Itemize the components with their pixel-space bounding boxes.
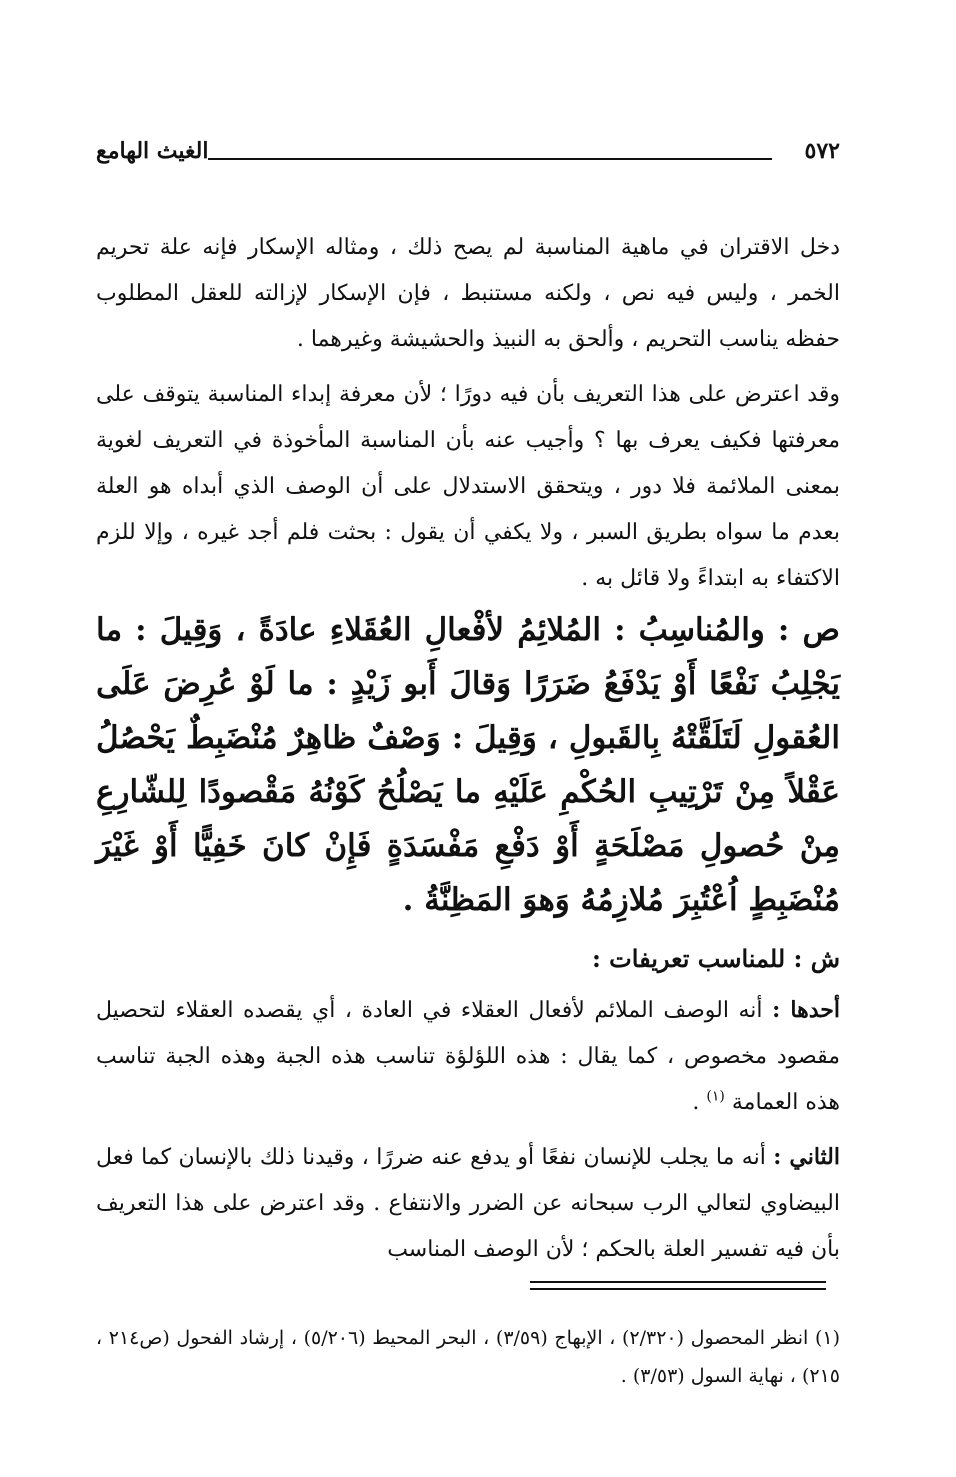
page-number: ٥٧٢: [804, 138, 840, 164]
definition-lead: الثاني :: [773, 1144, 840, 1170]
definition-paragraph: [96, 987, 840, 1126]
running-header: [96, 138, 840, 174]
book-title: الغيث الهامع: [96, 138, 209, 164]
sharh-paragraph: دخل الاقتران في ماهية المناسبة لم يصح ذلك ، ومثاله الإسكار فإنه علة تحريم الخمر ، وليس فيه نص ، ولكنه مستنبط ، فإن الإسكار لإزالته للعقل المطلوب حفظه يناسب التحريم ، وألحق به النبيذ والحشيشة وغيرهما .: [96, 235, 840, 352]
definition-text: أنه ما يجلب للإنسان نفعًا أو يدفع عنه ضررًا ، وقيدنا ذلك بالإنسان كما فعل البيضاوي لتعالي الرب سبحانه عن الضرر والانتفاع . وقد اعترض على هذا التعريف بأن فيه تفسير العلة بالحكم ؛ لأن الوصف المناسب: [96, 1145, 840, 1262]
definition-paragraph: [96, 1134, 840, 1273]
footnote-reference[interactable]: (١): [706, 1088, 725, 1105]
footnote: (١) انظر المحصول (٢/٣٢٠) ، الإبهاج (٣/٥٩) ، البحر المحيط (٥/٢٠٦) ، إرشاد الفحول (ص٢١٤ ، ٢١٥) ، نهاية السول (٣/٥٣) .: [96, 1327, 841, 1387]
definition-text: أنه الوصف الملائم لأفعال العقلاء في العادة ، أي يقصده العقلاء لتحصيل مقصود مخصوص ، كما يقال : هذه اللؤلؤة تناسب هذه الجبة وهذه الجبة تناسب هذه العمامة: [96, 998, 840, 1115]
sharh-paragraph: وقد اعترض على هذا التعريف بأن فيه دورًا ؛ لأن معرفة إبداء المناسبة يتوقف على معرفتها فكيف يعرف بها ؟ وأجيب عنه بأن المناسبة المأخوذة في التعريف لغوية بمعنى الملائمة فلا دور ، ويتحقق الاستدلال على أن الوصف الذي أبداه هو العلة بعدم ما سواه بطريق السبر ، ولا يكفي أن يقول : بحثت فلم أجد غيره ، وإلا للزم الاكتفاء به ابتداءً ولا قائل به .: [96, 382, 840, 591]
definition-end: .: [692, 1090, 700, 1115]
sharh-heading: ش : للمناسب تعريفات :: [591, 944, 840, 973]
definition-lead: أحدها :: [772, 997, 840, 1023]
matn-paragraph: ص : والمُناسِبُ : المُلائِمُ لأفْعالِ العُقَلاءِ عادَةً ، وَقِيلَ : ما يَجْلِبُ نَفْعًا أَوْ يَدْفَعُ ضَرَرًا وَقالَ أَبو زَيْدٍ : ما لَوْ عُرِضَ عَلَى العُقولِ لَتَلَقَّتْهُ بِالقَبولِ ، وَقِيلَ : وَصْفٌ ظاهِرٌ مُنْضَبِطٌ يَحْصُلُ عَقْلاً مِنْ تَرْتِيبِ الحُكْمِ عَلَيْهِ ما يَصْلُحُ كَوْنُهُ مَقْصودًا لِلشّارِعِ مِنْ حُصولِ مَصْلَحَةٍ أَوْ دَفْعِ مَفْسَدَةٍ فَإِنْ كانَ خَفِيًّا أَوْ غَيْرَ مُنْضَبِطٍ اُعْتُبِرَ مُلازِمُهُ وَهوَ المَظِنَّةُ .: [96, 612, 840, 918]
header-rule: [208, 158, 772, 160]
footnote-divider: [530, 1281, 826, 1290]
